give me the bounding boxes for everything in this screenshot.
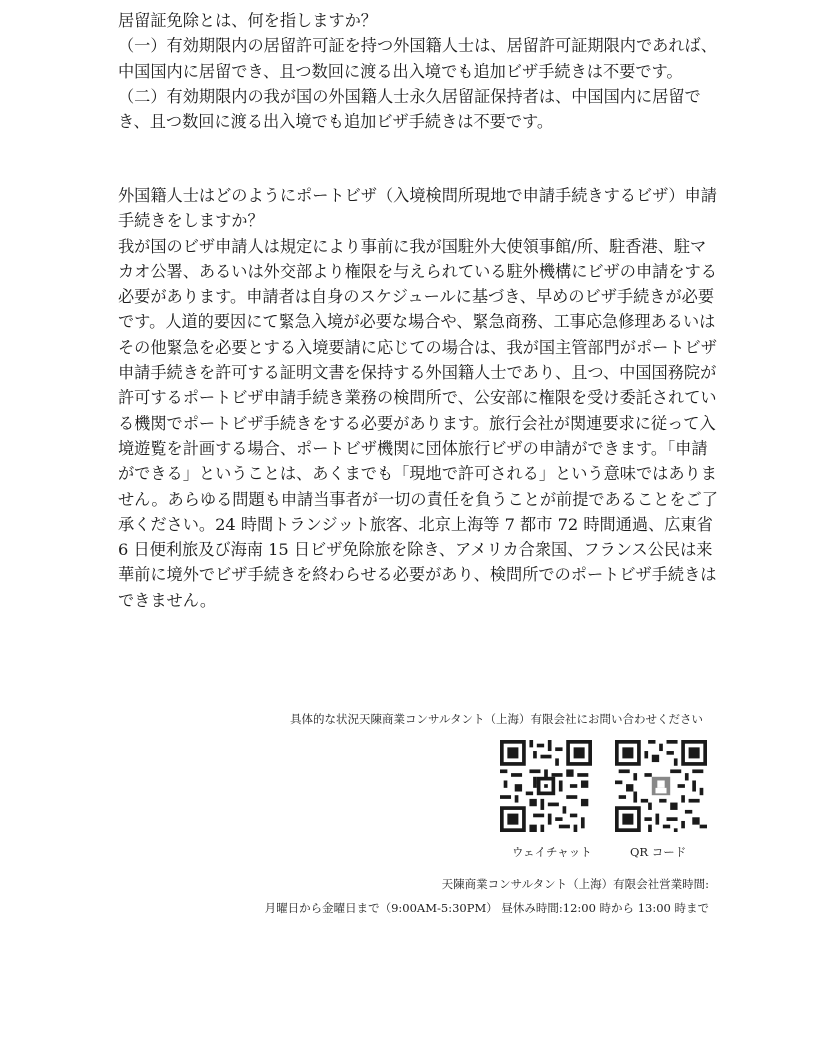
section-heading: 外国籍人士はどのようにポートビザ（入境検問所現地で申請手続きするビザ）申請手続きをしますか？	[118, 186, 717, 231]
qr-code-icon	[615, 740, 707, 832]
wechat-qr-code-icon	[500, 740, 592, 832]
residence-exemption-section	[118, 8, 718, 134]
paragraph-item-2: （二）有効期限内の我が国の外国籍人士永久居留証保持者は、中国国内に居留でき、且つ数回に渡る出入境でも追加ビザ手続きは不要です。	[118, 86, 701, 132]
qr-code-caption: QR コード	[630, 845, 687, 859]
paragraph-item-1: （一）有効期限内の居留許可証を持つ外国籍人士は、居留許可証期限内であれば、中国国内に居留でき、且つ数回に渡る出入境でも追加ビザ手続きは不要です。	[118, 36, 717, 81]
wechat-qr-caption: ウェイチャット	[512, 845, 592, 859]
section-body: 我が国のビザ申請人は規定により事前に我が国駐外大使領事館/所、駐香港、駐マカオ公署、あるいは外交部より権限を与えられている駐外機構にビザの申請をする必要があります。申請者は自身のスケジュールに基づき、早めのビザ手続きが必要です。人道的要因にて緊急入境が必要な場合や、緊急商務、工事応急修理あるいはその他緊急を必要とする入境要請に応じての場合は、我が国主管部門がポートビザ申請手続きを許可する証明文書を保持する外国籍人士であり、且つ、中国国務院が許可するポートビザ申請手続き業務の検問所で、公安部に権限を受け委託されている機関でポートビザ手続きをする必要があります。旅行会社が関連要求に従って入境遊覧を計画する場合、ポートビザ機関に団体旅行ビザの申請ができます。「申請ができる」ということは、あくまでも「現地で許可される」という意味ではありません。あらゆる問題も申請当事者が一切の責任を負うことが前提であることをご了承ください。24 時間トランジット旅客、北京上海等 7 都市 72 時間通過、広東省 6 日便利旅及び海南 15 日ビザ免除旅を除き、アメリカ合衆国、フランス公民は来華前に境外でビザ手続きを終わらせる必要があり、検問所でのポートビザ手続きはできません。	[118, 236, 718, 610]
business-hours: 月曜日から金曜日まで（9:00AM-5:30PM） 昼休み時間:12:00 時から 13:00 時まで	[264, 901, 709, 915]
port-visa-section	[118, 183, 718, 613]
section-heading: 居留証免除とは、何を指しますか？	[118, 11, 377, 30]
business-hours-title: 天陳商業コンサルタント（上海）有限会社営業時間:	[441, 877, 709, 891]
contact-note: 具体的な状況天陳商業コンサルタント（上海）有限会社にお問い合わせください	[290, 712, 703, 726]
